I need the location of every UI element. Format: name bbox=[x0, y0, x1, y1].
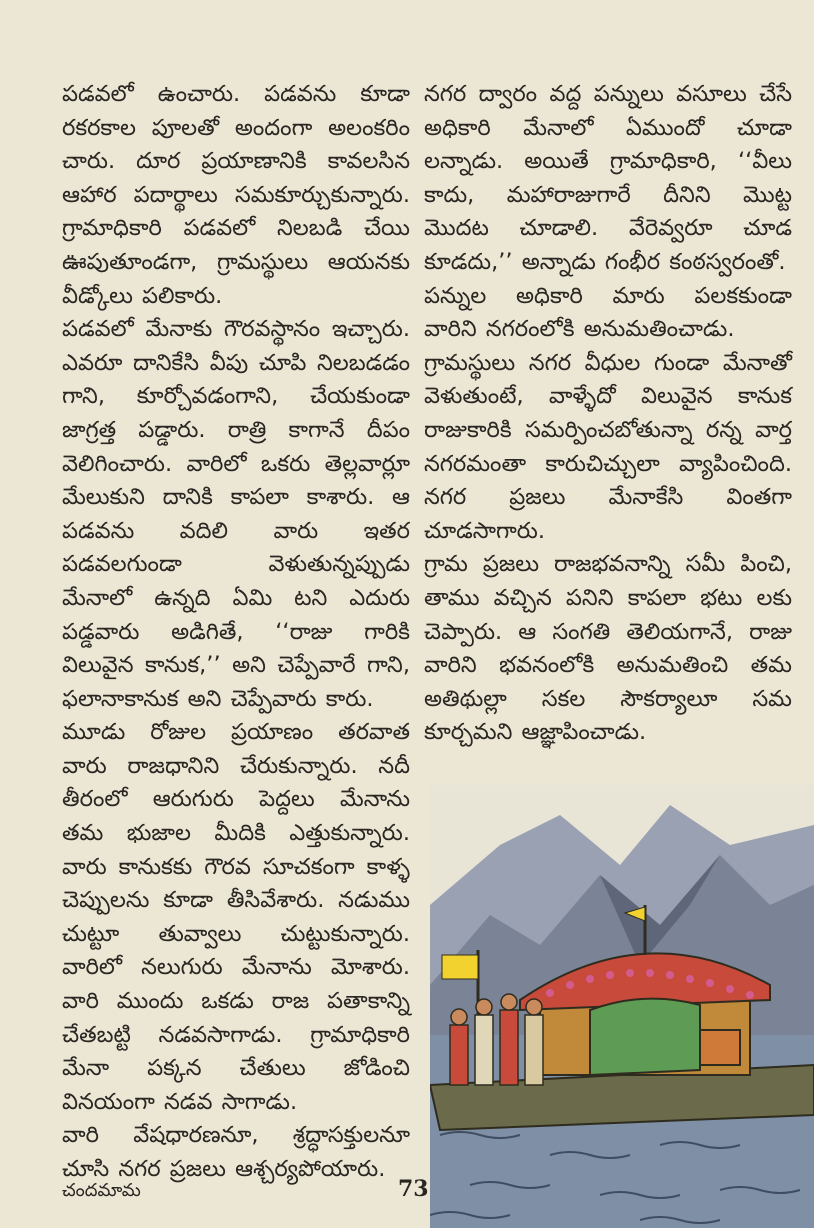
page-number: 73 bbox=[398, 1176, 429, 1202]
illustration-svg bbox=[430, 785, 814, 1228]
right-column-text: నగర ద్వారం వద్ద పన్నులు వసూలు చేసే అధికారి మేనాలో ఏముందో చూడా లన్నాడు. అయితే గ్రామాధికారి, ‘‘వీలు కాదు, మహారాజుగారే దీనిని మొట్ట మొదట చూడాలి. వేరెవ్వరూ చూడ కూడదు,’’ అన్నాడు గంభీర కంఠస్వరంతో. పన్నుల అధికారి మారు పలకకుండా వారిని నగరంలోకి అనుమతించాడు. గ్రామస్థులు నగర వీధుల గుండా మేనాతో వెళుతుంటే, వాళ్ళేదో విలువైన కానుక రాజుకారికి సమర్పించబోతున్నా రన్న వార్త నగరమంతా కారుచిచ్చులా వ్యాపించింది. నగర ప్రజలు మేనాకేసి వింతగా చూడసాగారు. గ్రామ ప్రజలు రాజభవనాన్ని సమీ పించి, తాము వచ్చిన పనిని కాపలా భటు లకు చెప్పారు. ఆ సంగతి తెలియగానే, రాజు వారిని భవనంలోకి అనుమతించి తమ అతిథుల్లా సకల సౌకర్యాలూ సమ కూర్చమని ఆజ్ఞాపించాడు. bbox=[424, 81, 792, 746]
palanquin-side-box bbox=[700, 1030, 740, 1065]
royal-flag bbox=[442, 955, 478, 979]
left-column-text: పడవలో ఉంచారు. పడవను కూడా రకరకాల పూలతో అందంగా అలంకరిం చారు. దూర ప్రయాణానికి కావలసిన ఆహార పదార్థాలు సమకూర్చుకున్నారు. గ్రామాధికారి పడవలో నిలబడి చేయి ఊపుతూండగా, గ్రామస్థులు ఆయనకు వీడ్కోలు పలికారు. పడవలో మేనాకు గౌరవస్థానం ఇచ్చారు. ఎవరూ దానికేసి వీపు చూపి నిలబడడం గాని, కూర్చోవడంగాని, చేయకుండా జాగ్రత్త పడ్డారు. రాత్రి కాగానే దీపం వెలిగించారు. వారిలో ఒకరు తెల్లవార్లూ మేలుకుని దానికి కాపలా కాశారు. ఆ పడవను వదిలి వారు ఇతర పడవలగుండా వెళుతున్నప్పుడు మేనాలో ఉన్నది ఏమి టని ఎదురు పడ్డవారు అడిగితే, ‘‘రాజు గారికి విలువైన కానుక,’’ అని చెప్పేవారే గాని, ఫలానాకానుక అని చెప్పేవారు కారు. మూడు రోజుల ప్రయాణం తరవాత వారు రాజధానిని చేరుకున్నారు. నదీ తీరంలో ఆరుగురు పెద్దలు మేనాను తమ భుజాల మీదికి ఎత్తుకున్నారు. వారు కానుకకు గౌరవ సూచకంగా కాళ్ళ చెప్పులను కూడా తీసివేశారు. నడుము చుట్టూ తువ్వాలు చుట్టుకున్నారు. వారిలో నలుగురు మేనాను మోశారు. వారి ముందు ఒకడు రాజ పతాకాన్ని చేతబట్టి నడవసాగాడు. గ్రామాధికారి మేనా పక్కన చేతులు జోడించి వినయంగా నడవ సాగాడు. వారి వేషధారణనూ, శ్రద్ధాసక్తులనూ చూసి నగర ప్రజలు ఆశ్చర్యపోయారు. bbox=[62, 81, 410, 1182]
palanquin-curtain bbox=[590, 999, 700, 1075]
boat-with-palanquin-illustration bbox=[430, 785, 814, 1228]
magazine-name: చందమామ bbox=[62, 1180, 141, 1201]
